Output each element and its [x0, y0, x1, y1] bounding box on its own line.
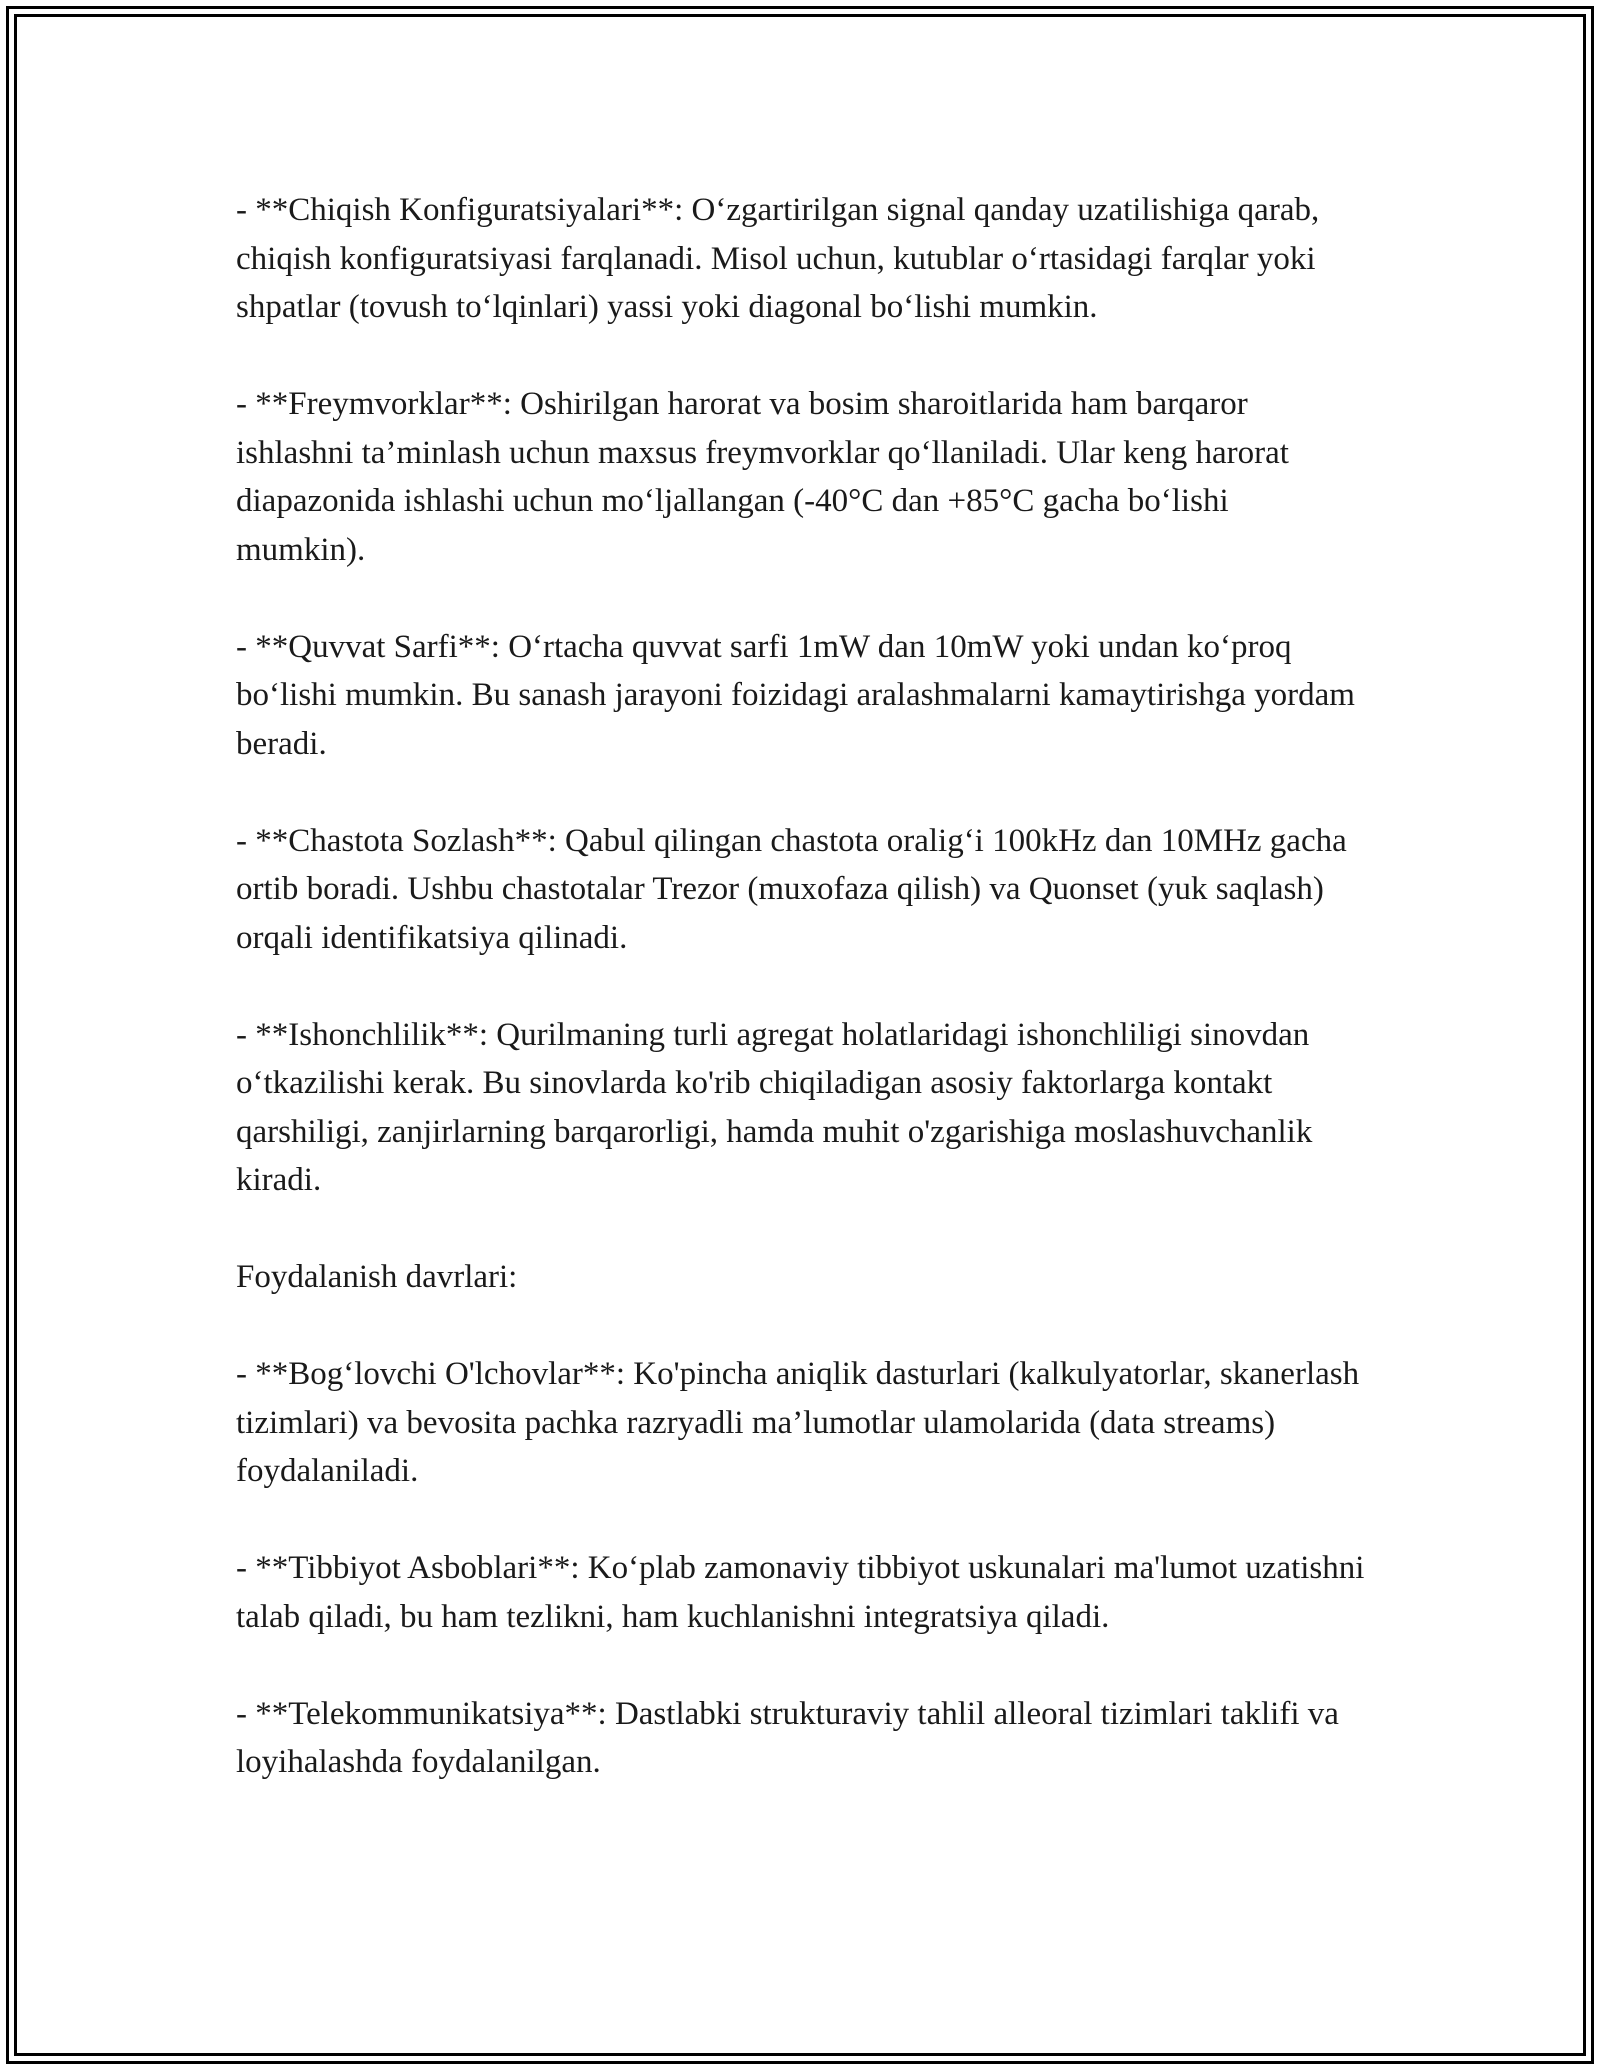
paragraph-chastota-sozlash: - **Chastota Sozlash**: Qabul qilingan chastota oralig‘i 100kHz dan 10MHz gacha ortib boradi. Ushbu chastotalar Trezor (muxofaza qilish) va Quonset (yuk saqlash) orqali identifikatsiya qilinadi. [236, 822, 1347, 956]
paragraph-freymvorklar: - **Freymvorklar**: Oshirilgan harorat va bosim sharoitlarida ham barqaror ishlashni ta’minlash uchun maxsus freymvorklar qo‘llaniladi. Ular keng harorat diapazonida ishlashi uchun mo‘ljallangan (-40°C dan +85°C gacha bo‘lishi mumkin). [236, 386, 1289, 568]
paragraph-tibbiyot-asboblari: - **Tibbiyot Asboblari**: Ko‘plab zamonaviy tibbiyot uskunalari ma'lumot uzatishni talab qiladi, bu ham tezlikni, ham kuchlanishni integratsiya qiladi. [236, 1550, 1365, 1635]
paragraph-chiqish-konfiguratsiyalari: - **Chiqish Konfiguratsiyalari**: O‘zgartirilgan signal qanday uzatilishiga qarab, chiqish konfiguratsiyasi farqlanadi. Misol uchun, kutublar o‘rtasidagi farqlar yoki shpatlar (tovush to‘lqinlari) yassi yoki diagonal bo‘lishi mumkin. [236, 192, 1320, 325]
paragraph-quvvat-sarfi: - **Quvvat Sarfi**: O‘rtacha quvvat sarfi 1mW dan 10mW yoki undan ko‘proq bo‘lishi mumkin. Bu sanash jarayoni foizidagi aralashmalarni kamaytirishga yordam beradi. [236, 628, 1355, 762]
paragraph-boglovchi-olchovlar: - **Bog‘lovchi O'lchovlar**: Ko'pincha aniqlik dasturlari (kalkulyatorlar, skanerlash tizimlari) va bevosita pachka razryadli ma’lumotlar ulamolarida (data streams) foydalaniladi. [236, 1356, 1360, 1489]
paragraph-telekommunikatsiya: - **Telekommunikatsiya**: Dastlabki strukturaviy tahlil alleoral tizimlari taklifi va loyihalashda foydalanilgan. [236, 1695, 1339, 1780]
section-heading-foydalanish-davrlari: Foydalanish davrlari: [236, 1259, 518, 1295]
paragraph-ishonchlilik: - **Ishonchlilik**: Qurilmaning turli agregat holatlaridagi ishonchliligi sinovdan o‘tkazilishi kerak. Bu sinovlarda ko'rib chiqiladigan asosiy faktorlarga kontakt qarshiligi, zanjirlarning barqarorligi, hamda muhit o'zgarishiga moslashuvchanlik kiradi. [236, 1016, 1313, 1198]
document-body [236, 186, 1366, 1835]
